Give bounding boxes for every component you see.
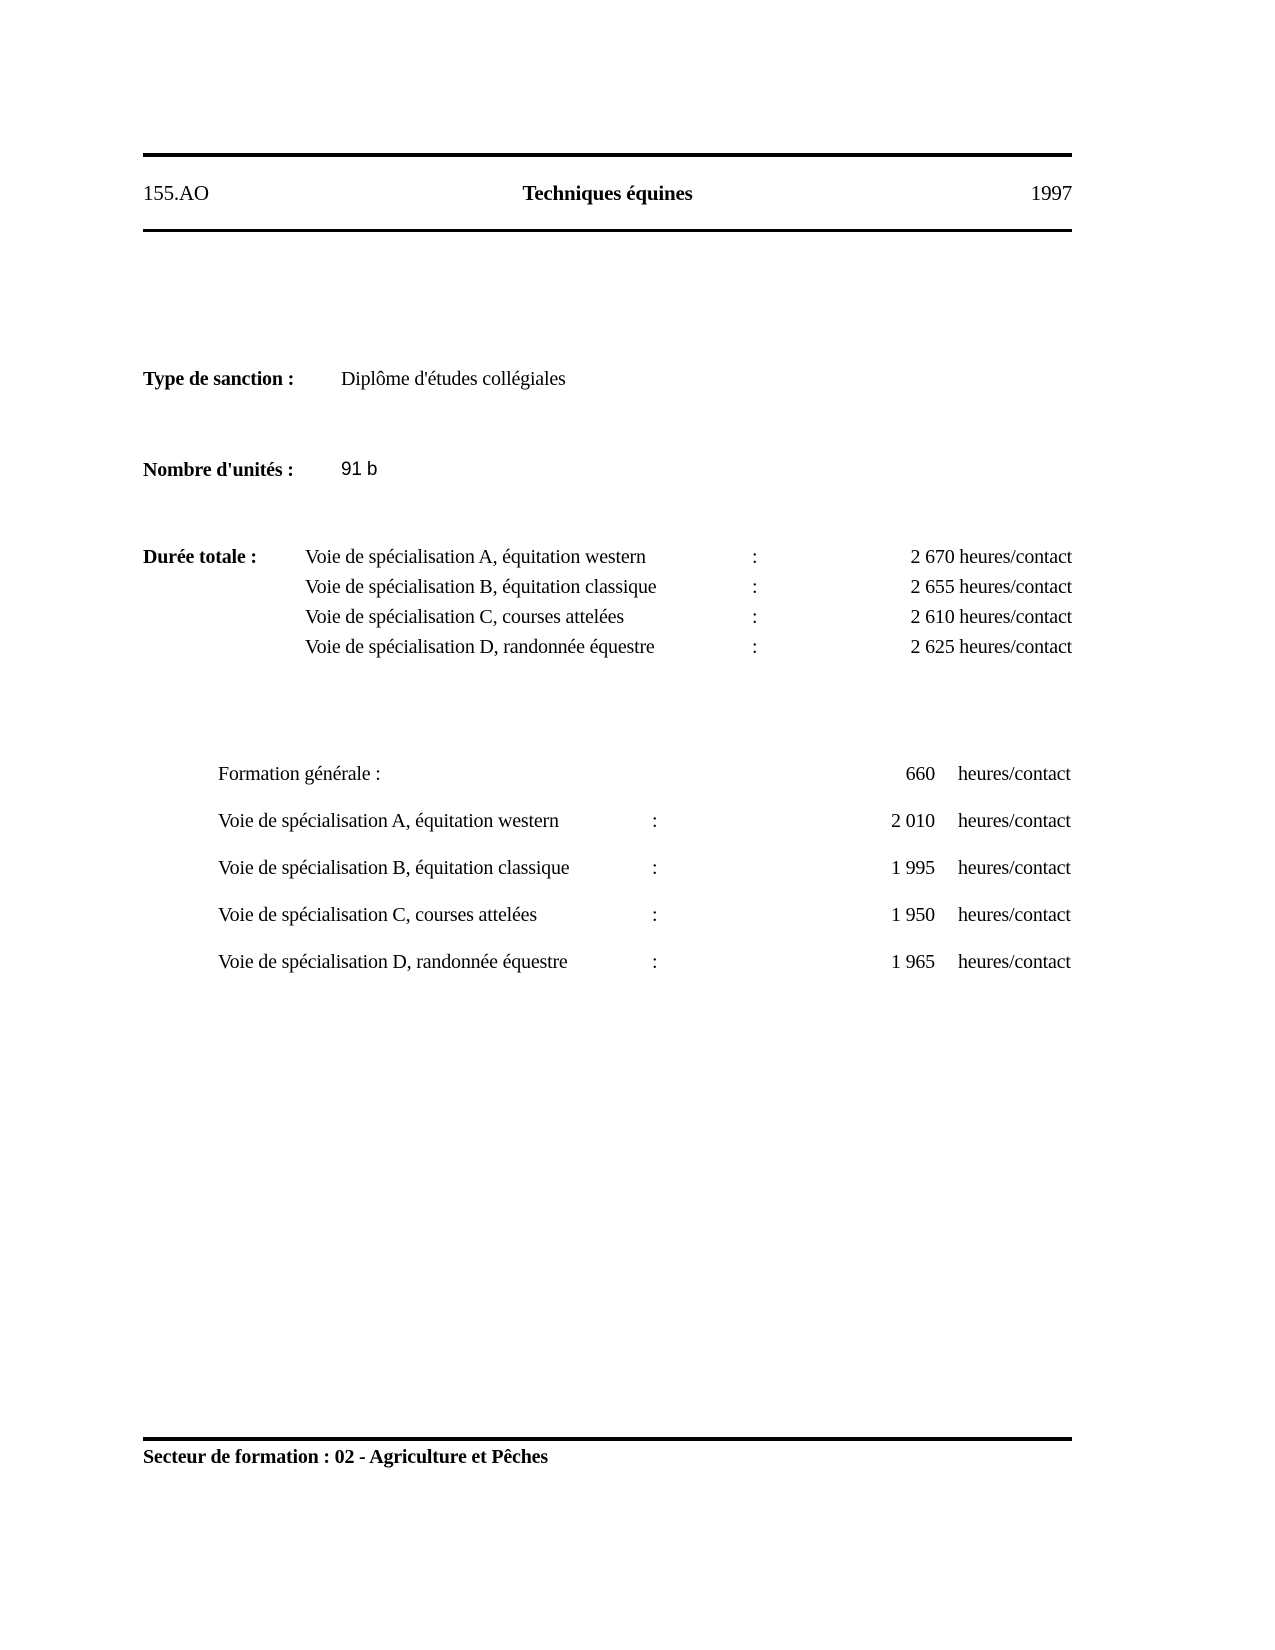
- breakdown-row-formation-generale: [218, 763, 1072, 810]
- duree-row-label: Voie de spécialisation C, courses attelées: [305, 606, 624, 628]
- program-year: 1997: [1030, 181, 1072, 205]
- duree-row-c: [305, 606, 1072, 636]
- duree-row-label: Voie de spécialisation B, équitation classique: [305, 576, 657, 598]
- duree-row-colon: :: [752, 606, 758, 628]
- breakdown-row-label: Voie de spécialisation B, équitation classique: [218, 857, 570, 879]
- breakdown-row-unit: heures/contact: [958, 904, 1071, 926]
- hours-breakdown-table: [218, 763, 1072, 998]
- sanction-label: Type de sanction :: [143, 368, 295, 390]
- duree-row-d: [305, 636, 1072, 666]
- breakdown-row-colon: :: [652, 904, 658, 926]
- breakdown-row-colon: :: [652, 951, 658, 973]
- duree-totale-table: [305, 546, 1072, 666]
- unites-value: 91 b: [341, 459, 378, 480]
- page-title: Techniques équines: [522, 181, 693, 205]
- breakdown-row-unit: heures/contact: [958, 857, 1071, 879]
- duree-row-colon: :: [752, 576, 758, 598]
- breakdown-row-label: Voie de spécialisation C, courses attelées: [218, 904, 537, 926]
- breakdown-row-colon: :: [652, 857, 658, 879]
- breakdown-row-unit: heures/contact: [958, 763, 1071, 785]
- breakdown-row-voie-d: [218, 951, 1072, 998]
- duree-totale-label: Durée totale :: [143, 546, 257, 568]
- header-top-rule: [143, 153, 1072, 157]
- breakdown-row-voie-c: [218, 904, 1072, 951]
- duree-row-value: 2 655 heures/contact: [910, 576, 1072, 598]
- breakdown-row-label: Voie de spécialisation A, équitation western: [218, 810, 559, 832]
- breakdown-row-hours: 1 995: [890, 857, 935, 879]
- sanction-value: Diplôme d'études collégiales: [341, 368, 566, 390]
- unites-label: Nombre d'unités :: [143, 459, 294, 481]
- breakdown-row-hours: 2 010: [890, 810, 935, 832]
- duree-row-colon: :: [752, 636, 758, 658]
- footer-rule: [143, 1437, 1072, 1441]
- breakdown-row-hours: 1 950: [890, 904, 935, 926]
- breakdown-row-voie-a: [218, 810, 1072, 857]
- duree-row-b: [305, 576, 1072, 606]
- breakdown-row-voie-b: [218, 857, 1072, 904]
- breakdown-row-hours: 1 965: [890, 951, 935, 973]
- breakdown-row-label: Voie de spécialisation D, randonnée équestre: [218, 951, 568, 973]
- duree-row-value: 2 610 heures/contact: [910, 606, 1072, 628]
- header-bottom-rule: [143, 229, 1072, 232]
- breakdown-row-hours: 660: [905, 763, 935, 785]
- breakdown-row-unit: heures/contact: [958, 951, 1071, 973]
- duree-row-value: 2 670 heures/contact: [910, 546, 1072, 568]
- duree-row-colon: :: [752, 546, 758, 568]
- duree-row-value: 2 625 heures/contact: [910, 636, 1072, 658]
- duree-row-a: [305, 546, 1072, 576]
- duree-row-label: Voie de spécialisation D, randonnée équestre: [305, 636, 655, 658]
- breakdown-row-colon: :: [652, 810, 658, 832]
- breakdown-row-label: Formation générale :: [218, 763, 381, 785]
- program-code: 155.AO: [143, 181, 209, 205]
- page-header: [143, 181, 1072, 209]
- breakdown-row-unit: heures/contact: [958, 810, 1071, 832]
- footer-sector-text: Secteur de formation : 02 - Agriculture et Pêches: [143, 1446, 548, 1468]
- duree-row-label: Voie de spécialisation A, équitation western: [305, 546, 646, 568]
